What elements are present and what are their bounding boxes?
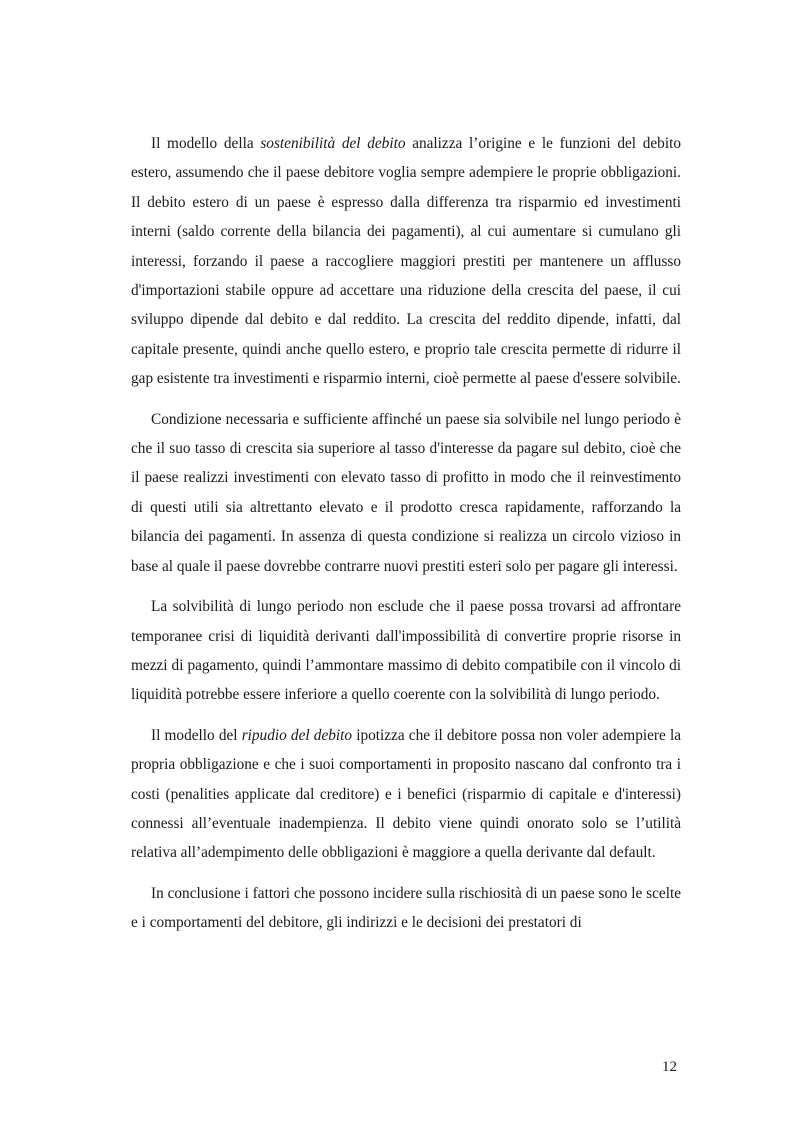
text-segment: analizza l’origine e le funzioni del debito estero, assumendo che il paese debitore voglia sempre adempiere le proprie obbligazioni. Il debito estero di un paese è espresso dalla differenza tra risparmio ed investimenti interni (saldo corrente della bilancia dei pagamenti), al cui aumentare si cumulano gli interessi, forzando il paese a raccogliere maggiori prestiti per mantenere un afflusso d'importazioni stabile oppure ad accettare una riduzione della crescita del paese, il cui sviluppo dipende dal debito e dal reddito. La crescita del reddito dipende, infatti, dal capitale presente, quindi anche quello estero, e proprio tale crescita permette di ridurre il gap esistente tra investimenti e risparmio interni, cioè permette al paese d'essere solvibile. (131, 135, 681, 388)
paragraph-condizione (131, 405, 681, 581)
page-number: 12 (662, 1059, 677, 1075)
paragraph-sostenibilita (131, 129, 681, 394)
text-segment: In conclusione i fattori che possono incidere sulla rischiosità di un paese sono le scelte e i comportamenti del debitore, gli indirizzi e le decisioni dei prestatori di (131, 884, 681, 932)
text-segment: ipotizza che il debitore possa non voler adempiere la propria obbligazione e che i suoi comportamenti in proposito nascano dal confronto tra i costi (penalities applicate dal creditore) e i benefici (risparmio di capitale e d'interessi) connessi all’eventuale inadempienza. Il debito viene quindi onorato solo se l’utilità relativa all’adempimento delle obbligazioni è maggiore a quella derivante dal default. (131, 726, 681, 862)
text-segment: Il modello del (151, 726, 242, 744)
paragraph-conclusione (131, 879, 681, 938)
paragraph-solvibilita (131, 592, 681, 710)
paragraph-ripudio (131, 721, 681, 868)
text-segment: La solvibilità di lungo periodo non esclude che il paese possa trovarsi ad affrontare temporanee crisi di liquidità derivanti dall'impossibilità di convertire proprie risorse in mezzi di pagamento, quindi l’ammontare massimo di debito compatibile con il vincolo di liquidità potrebbe essere inferiore a quello coerente con la solvibilità di lungo periodo. (131, 598, 681, 704)
italic-term: ripudio del debito (241, 726, 353, 744)
text-segment: Il modello della (151, 135, 261, 152)
document-body (131, 129, 681, 949)
text-segment: Condizione necessaria e sufficiente affinché un paese sia solvibile nel lungo periodo è che il suo tasso di crescita sia superiore al tasso d'interesse da pagare sul debito, cioè che il paese realizzi investimenti con elevato tasso di profitto in modo che il reinvestimento di questi utili sia altrettanto elevato e il prodotto cresca rapidamente, rafforzando la bilancia dei pagamenti. In assenza di questa condizione si realizza un circolo vizioso in base al quale il paese dovrebbe contrarre nuovi prestiti esteri solo per pagare gli interessi. (131, 410, 681, 575)
italic-term: sostenibilità del debito (260, 135, 406, 152)
